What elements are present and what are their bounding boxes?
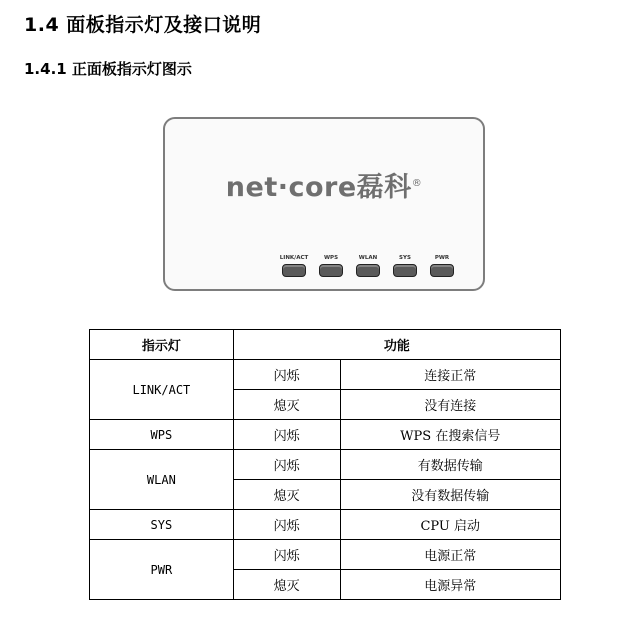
indicator-state: 熄灭 bbox=[233, 390, 340, 420]
led-label: PWR bbox=[434, 255, 450, 261]
netcore-logo bbox=[165, 165, 483, 204]
state-description: 电源异常 bbox=[340, 570, 561, 600]
led-indicator-icon bbox=[282, 264, 306, 277]
led-indicator-icon bbox=[430, 264, 454, 277]
led-row bbox=[281, 255, 455, 277]
table-header-row bbox=[90, 330, 561, 360]
table-row bbox=[90, 540, 561, 570]
registered-mark: ® bbox=[411, 178, 423, 189]
indicator-name: WLAN bbox=[90, 450, 234, 510]
state-description: 没有数据传输 bbox=[340, 480, 561, 510]
table-row bbox=[90, 360, 561, 390]
indicator-state: 闪烁 bbox=[233, 510, 340, 540]
state-description: WPS 在搜索信号 bbox=[340, 420, 561, 450]
indicator-name: SYS bbox=[90, 510, 234, 540]
table-row bbox=[90, 450, 561, 480]
led-wps bbox=[318, 255, 344, 277]
subsection-heading: 1.4.1 正面板指示灯图示 bbox=[24, 60, 192, 78]
front-panel-illustration bbox=[163, 117, 485, 291]
state-description: 有数据传输 bbox=[340, 450, 561, 480]
state-description: 没有连接 bbox=[340, 390, 561, 420]
indicator-state: 闪烁 bbox=[233, 540, 340, 570]
led-sys bbox=[392, 255, 418, 277]
indicator-name: PWR bbox=[90, 540, 234, 600]
state-description: 电源正常 bbox=[340, 540, 561, 570]
indicator-state: 熄灭 bbox=[233, 570, 340, 600]
led-indicator-icon bbox=[356, 264, 380, 277]
led-pwr bbox=[429, 255, 455, 277]
section-heading: 1.4 面板指示灯及接口说明 bbox=[24, 14, 262, 36]
led-indicator-icon bbox=[319, 264, 343, 277]
led-label: LINK/ACT bbox=[279, 255, 309, 261]
led-indicator-icon bbox=[393, 264, 417, 277]
led-link-act bbox=[281, 255, 307, 277]
logo-text: net·core磊科 bbox=[225, 172, 412, 203]
indicator-name: WPS bbox=[90, 420, 234, 450]
indicator-state: 闪烁 bbox=[233, 420, 340, 450]
led-wlan bbox=[355, 255, 381, 277]
led-label: WPS bbox=[323, 255, 339, 261]
indicator-state: 闪烁 bbox=[233, 360, 340, 390]
led-label: WLAN bbox=[358, 255, 378, 261]
header-indicator: 指示灯 bbox=[90, 330, 234, 360]
state-description: CPU 启动 bbox=[340, 510, 561, 540]
led-label: SYS bbox=[399, 255, 411, 261]
table-row bbox=[90, 420, 561, 450]
indicator-state: 闪烁 bbox=[233, 450, 340, 480]
table-row bbox=[90, 510, 561, 540]
indicator-table bbox=[89, 329, 561, 600]
header-function: 功能 bbox=[233, 330, 560, 360]
indicator-state: 熄灭 bbox=[233, 480, 340, 510]
indicator-name: LINK/ACT bbox=[90, 360, 234, 420]
state-description: 连接正常 bbox=[340, 360, 561, 390]
